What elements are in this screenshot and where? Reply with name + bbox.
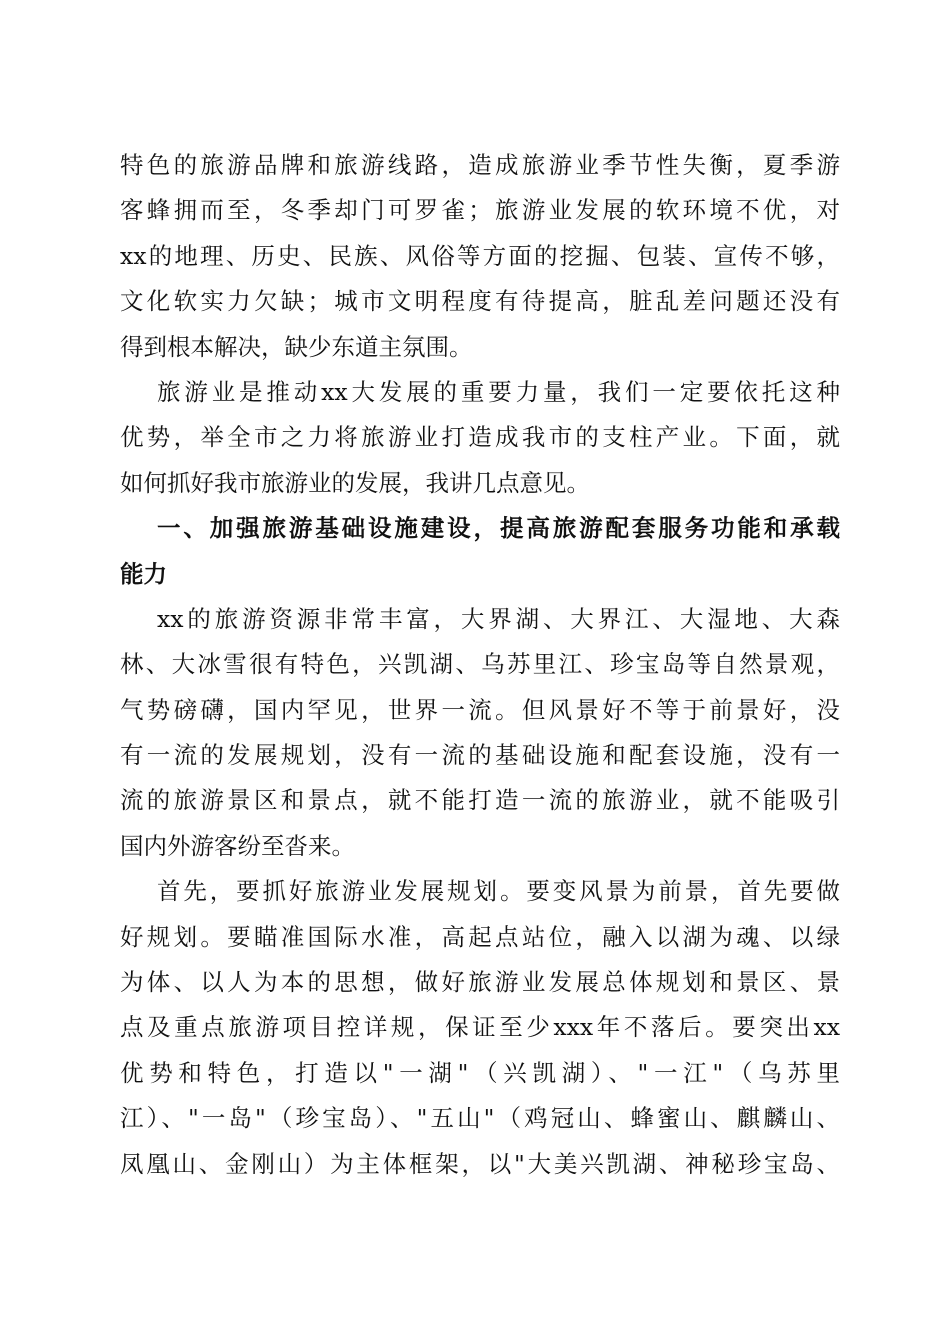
text-line: 林、大冰雪很有特色，兴凯湖、乌苏里江、珍宝岛等自然景观， — [120, 650, 840, 679]
text-line: 客蜂拥而至，冬季却门可罗雀；旅游业发展的软环境不优，对 — [120, 196, 840, 225]
text-line: 气势磅礴，国内罕见，世界一流。但风景好不等于前景好，没 — [120, 695, 840, 724]
text-line: xx的旅游资源非常丰富，大界湖、大界江、大湿地、大森 — [157, 604, 840, 633]
text-line: 优势和特色，打造以"一湖"（兴凯湖）、"一江"（乌苏里 — [120, 1058, 840, 1087]
paragraph-development-planning — [120, 869, 840, 1187]
text-line: 江）、"一岛"（珍宝岛）、"五山"（鸡冠山、蜂蜜山、麒麟山、 — [120, 1104, 840, 1133]
paragraph-tourism-problems — [120, 143, 840, 370]
text-line: 文化软实力欠缺；城市文明程度有待提高，脏乱差问题还没有 — [120, 287, 840, 316]
paragraph-tourism-importance — [120, 370, 840, 506]
text-line: 凤凰山、金刚山）为主体框架，以"大美兴凯湖、神秘珍宝岛、 — [120, 1149, 840, 1178]
text-line: 特色的旅游品牌和旅游线路，造成旅游业季节性失衡，夏季游 — [120, 151, 840, 179]
text-line: 好规划。要瞄准国际水准，高起点站位，融入以湖为魂、以绿 — [120, 922, 840, 951]
heading-line: 一、加强旅游基础设施建设，提高旅游配套服务功能和承载 — [157, 514, 840, 543]
text-line: xx的地理、历史、民族、风俗等方面的挖掘、包装、宣传不够， — [120, 241, 840, 270]
text-line: 有一流的发展规划，没有一流的基础设施和配套设施，没有一 — [120, 741, 840, 770]
heading-line: 能力 — [120, 559, 167, 588]
text-line: 如何抓好我市旅游业的发展，我讲几点意见。 — [120, 468, 590, 497]
text-line: 旅游业是推动xx大发展的重要力量，我们一定要依托这种 — [157, 377, 840, 406]
paragraph-tourism-resources — [120, 597, 840, 869]
text-line: 流的旅游景区和景点，就不能打造一流的旅游业，就不能吸引 — [120, 786, 840, 815]
text-line: 为体、以人为本的思想，做好旅游业发展总体规划和景区、景 — [120, 968, 840, 997]
text-line: 优势，举全市之力将旅游业打造成我市的支柱产业。下面，就 — [120, 423, 840, 452]
section-heading — [120, 506, 840, 597]
text-line: 点及重点旅游项目控详规，保证至少xxx年不落后。要突出xx — [120, 1013, 840, 1042]
text-line: 国内外游客纷至沓来。 — [120, 831, 355, 860]
text-line: 首先，要抓好旅游业发展规划。要变风景为前景，首先要做 — [157, 877, 840, 906]
text-line: 得到根本解决，缺少东道主氛围。 — [120, 332, 473, 361]
document-body — [120, 143, 840, 1187]
